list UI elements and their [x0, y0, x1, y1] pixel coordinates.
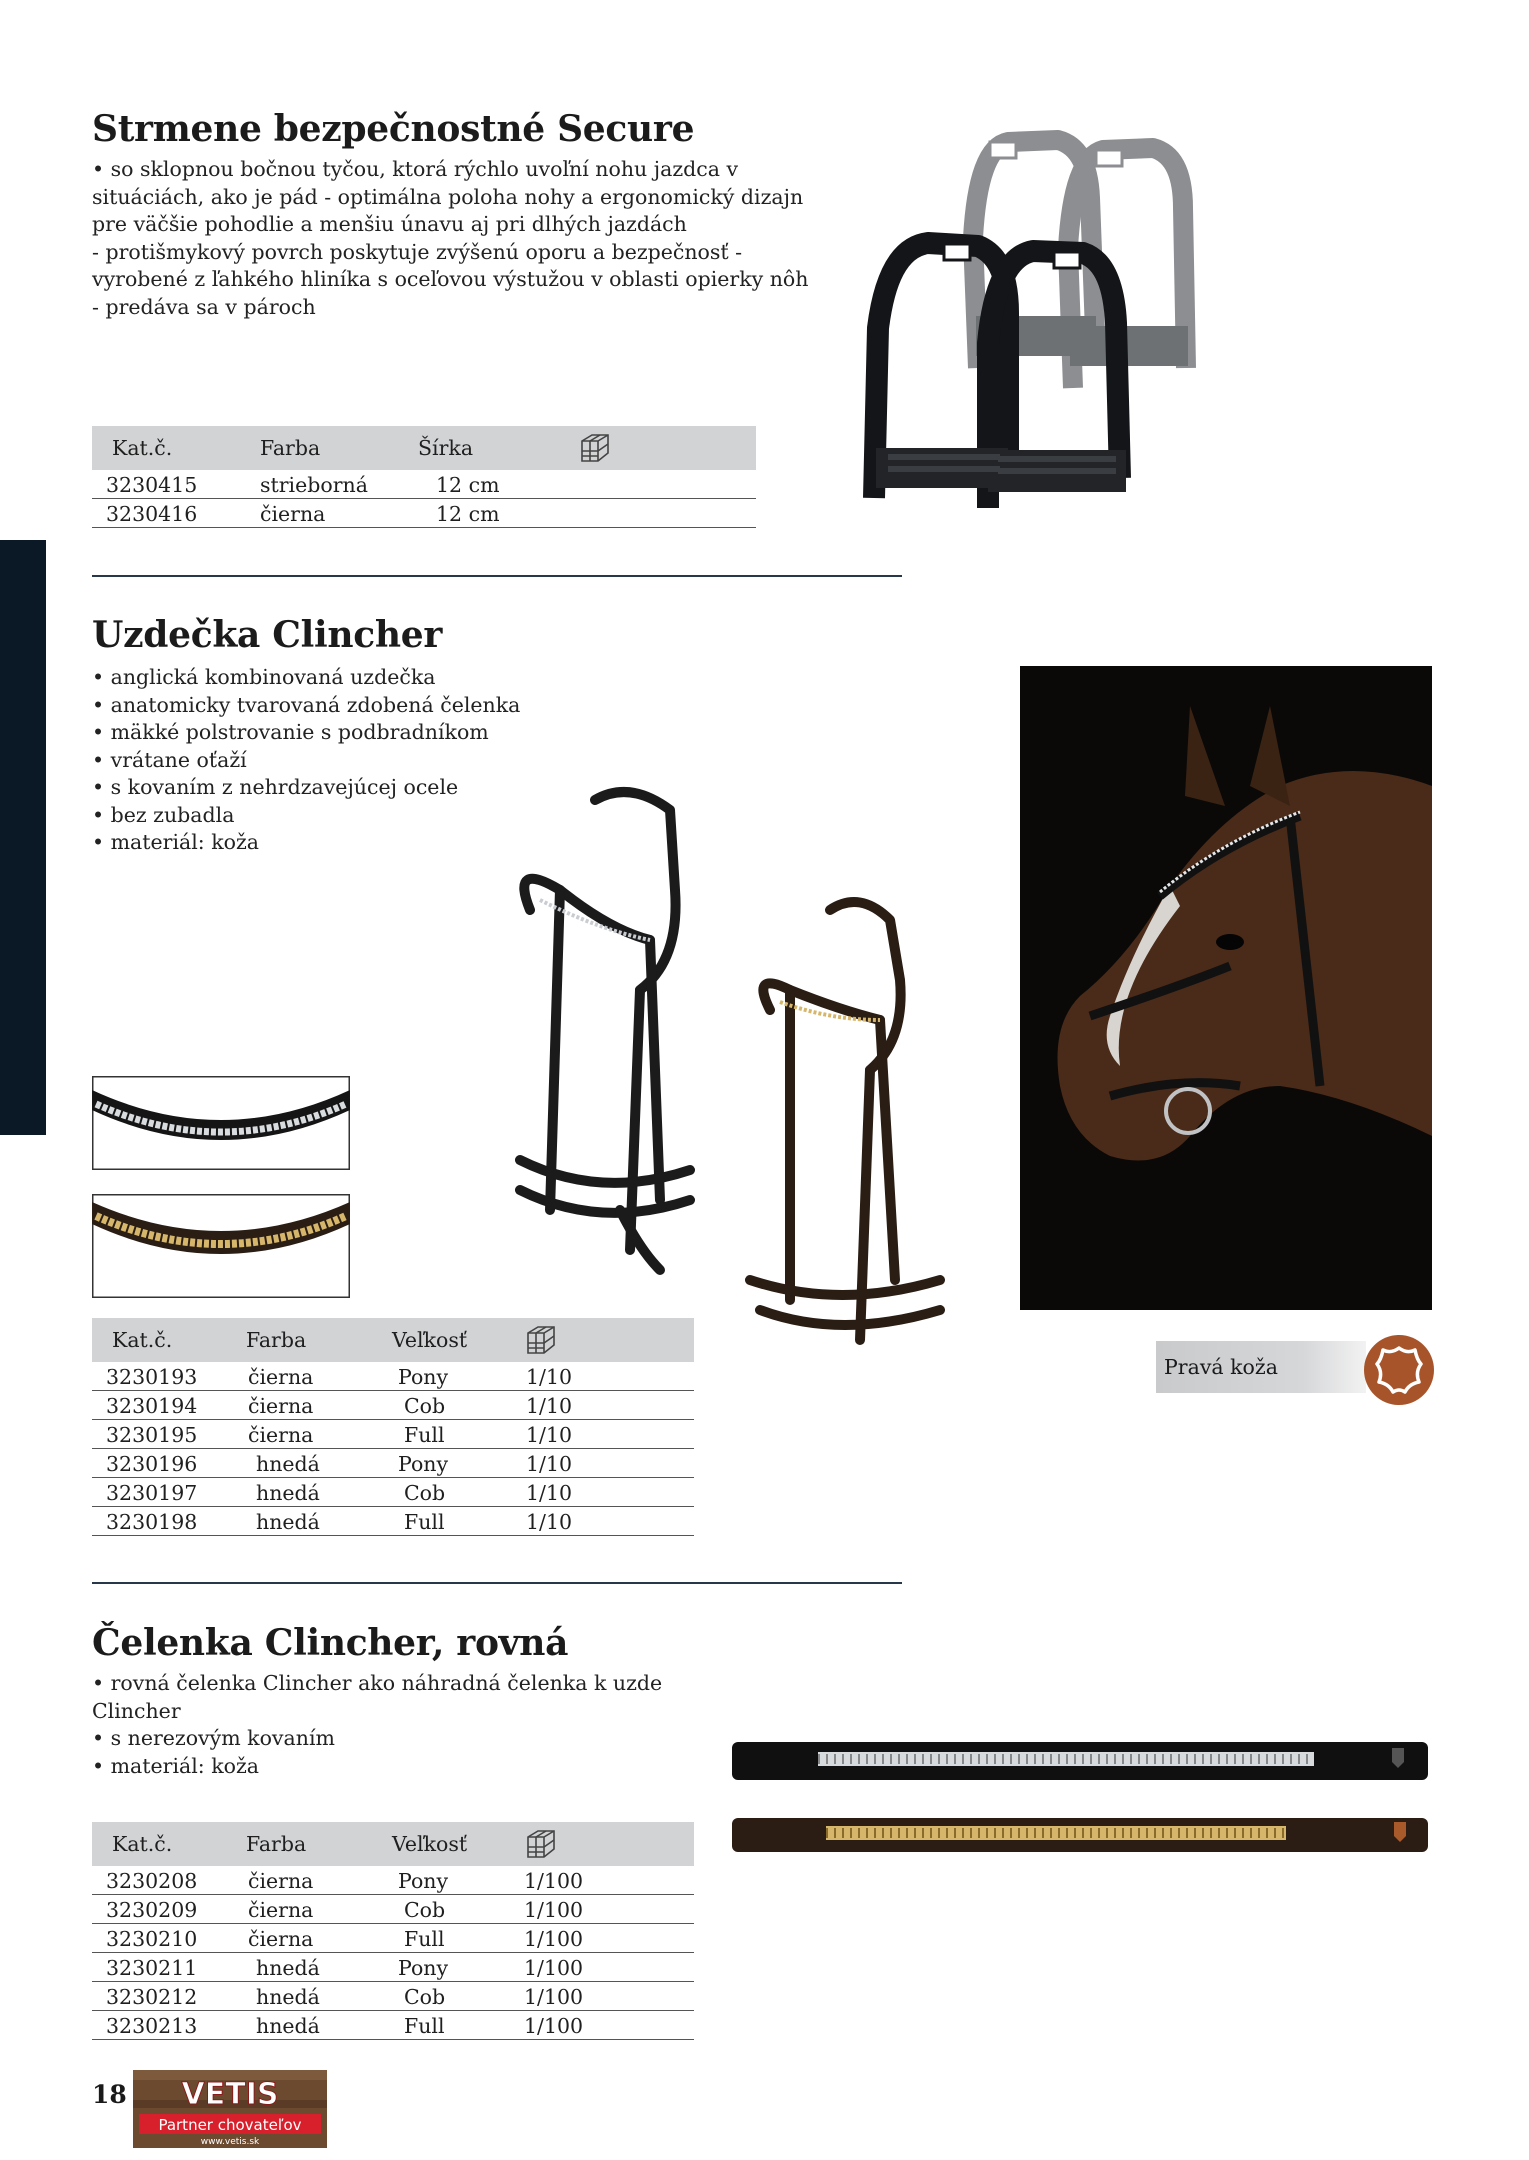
cell-code: 3230195 [92, 1420, 246, 1449]
col-header: Farba [246, 1318, 392, 1362]
package-icon [578, 426, 756, 470]
cell-color: strieborná [260, 470, 418, 499]
description-line: vyrobené z ľahkého hliníka s oceľovou výstužou v oblasti opierky nôh [92, 267, 809, 291]
cell-color: čierna [260, 499, 418, 528]
stirrups-photo [858, 128, 1398, 528]
leather-hide-icon [1363, 1334, 1435, 1406]
cell-color: hnedá [246, 1478, 392, 1507]
description-line: Clincher [92, 1698, 181, 1723]
bridles-photo [500, 780, 1000, 1400]
cell-pack: 1/10 [524, 1362, 694, 1391]
package-icon [524, 1822, 694, 1866]
cell-code: 3230212 [92, 1982, 246, 2011]
cell-color: čierna [246, 1362, 392, 1391]
section-divider [92, 575, 902, 577]
cell-pack: 1/10 [524, 1507, 694, 1536]
section2-description [92, 664, 520, 857]
section2-spec-table [92, 1318, 694, 1536]
table-row [92, 1449, 694, 1478]
cell-code: 3230210 [92, 1924, 246, 1953]
description-line: situáciách, ako je pád - optimálna poloha nohy a ergonomický dizajn [92, 184, 804, 209]
cell-size: Full [392, 1507, 524, 1536]
table-row [92, 1924, 694, 1953]
cell-code: 3230211 [92, 1953, 246, 1982]
cell-color: hnedá [246, 1449, 392, 1478]
cell-pack: 1/100 [524, 1982, 694, 2011]
cell-pack [578, 499, 756, 528]
cell-color: čierna [246, 1866, 392, 1895]
section1-description [92, 156, 808, 321]
cell-size: Full [392, 1420, 524, 1449]
cell-size: Pony [392, 1866, 524, 1895]
cell-size: Full [392, 1924, 524, 1953]
description-line: • bez zubadla [92, 802, 235, 827]
package-icon [524, 1318, 694, 1362]
table-row [92, 1420, 694, 1449]
col-header: Šírka [418, 426, 578, 470]
logo-url: www.vetis.sk [200, 2137, 260, 2147]
cell-code: 3230416 [92, 499, 260, 528]
description-line: • materiál: koža [92, 1753, 259, 1778]
browband-thumb-brown [92, 1194, 350, 1298]
cell-size: Pony [392, 1449, 524, 1478]
side-tab [0, 540, 46, 1135]
section3-title: Čelenka Clincher, rovná [92, 1622, 569, 1664]
horse-photo [1020, 666, 1432, 1310]
cell-pack: 1/100 [524, 1895, 694, 1924]
genuine-leather-label: Pravá koža [1156, 1341, 1366, 1393]
cell-pack: 1/10 [524, 1478, 694, 1507]
table-row [92, 1391, 694, 1420]
description-line: • vrátane oťaží [92, 747, 247, 772]
cell-code: 3230208 [92, 1866, 246, 1895]
cell-size: Pony [392, 1953, 524, 1982]
table-row [92, 1982, 694, 2011]
description-line: • anatomicky tvarovaná zdobená čelenka [92, 692, 521, 717]
col-header: Veľkosť [392, 1318, 524, 1362]
col-header: Kat.č. [92, 426, 260, 470]
vetis-logo [133, 2070, 327, 2148]
cell-pack: 1/10 [524, 1449, 694, 1478]
description-line: • rovná čelenka Clincher ako náhradná čelenka k uzde [92, 1671, 663, 1695]
cell-width: 12 cm [418, 499, 578, 528]
cell-pack [578, 470, 756, 499]
cell-pack: 1/10 [524, 1391, 694, 1420]
cell-color: čierna [246, 1420, 392, 1449]
browband-thumb-black [92, 1076, 350, 1170]
cell-size: Cob [392, 1895, 524, 1924]
cell-pack: 1/100 [524, 1953, 694, 1982]
col-header: Farba [260, 426, 418, 470]
cell-code: 3230194 [92, 1391, 246, 1420]
description-line: • materiál: koža [92, 830, 259, 854]
cell-code: 3230415 [92, 470, 260, 499]
page-number: 18 [92, 2080, 127, 2109]
cell-code: 3230197 [92, 1478, 246, 1507]
table-row [92, 1895, 694, 1924]
cell-size: Pony [392, 1362, 524, 1391]
cell-code: 3230198 [92, 1507, 246, 1536]
logo-name: VETIS [181, 2077, 279, 2112]
cell-color: čierna [246, 1924, 392, 1953]
cell-width: 12 cm [418, 470, 578, 499]
table-row [92, 1507, 694, 1536]
description-line: • anglická kombinovaná uzdečka [92, 665, 436, 689]
section3-spec-table [92, 1822, 694, 2040]
col-header: Kat.č. [92, 1822, 246, 1866]
cell-color: hnedá [246, 2011, 392, 2040]
description-line: • so sklopnou bočnou tyčou, ktorá rýchlo uvoľní nohu jazdca v [92, 157, 739, 181]
cell-color: hnedá [246, 1953, 392, 1982]
cell-code: 3230196 [92, 1449, 246, 1478]
table-row [92, 1362, 694, 1391]
table-header-row [92, 1822, 694, 1866]
description-line: • mäkké polstrovanie s podbradníkom [92, 720, 489, 744]
table-header-row [92, 1318, 694, 1362]
section2-title: Uzdečka Clincher [92, 614, 442, 656]
table-row [92, 470, 756, 499]
table-row [92, 2011, 694, 2040]
cell-size: Cob [392, 1478, 524, 1507]
cell-code: 3230193 [92, 1362, 246, 1391]
description-line: pre väčšie pohodlie a menšiu únavu aj pri dlhých jazdách [92, 212, 687, 236]
cell-color: hnedá [246, 1507, 392, 1536]
cell-code: 3230209 [92, 1895, 246, 1924]
col-header: Kat.č. [92, 1318, 246, 1362]
description-line: - predáva sa v pároch [92, 294, 316, 319]
description-line: • s nerezovým kovaním [92, 1726, 335, 1750]
section1-title: Strmene bezpečnostné Secure [92, 108, 695, 150]
table-row [92, 1866, 694, 1895]
cell-color: hnedá [246, 1982, 392, 2011]
section1-spec-table [92, 426, 756, 528]
cell-pack: 1/100 [524, 1924, 694, 1953]
section-divider [92, 1582, 902, 1584]
logo-tagline: Partner chovateľov [158, 2116, 302, 2134]
col-header: Farba [246, 1822, 392, 1866]
table-row [92, 1478, 694, 1507]
cell-size: Full [392, 2011, 524, 2040]
cell-pack: 1/100 [524, 1866, 694, 1895]
table-header-row [92, 426, 756, 470]
cell-size: Cob [392, 1982, 524, 2011]
cell-color: čierna [246, 1391, 392, 1420]
cell-pack: 1/100 [524, 2011, 694, 2040]
section3-description [92, 1670, 662, 1780]
cell-size: Cob [392, 1391, 524, 1420]
col-header: Veľkosť [392, 1822, 524, 1866]
cell-color: čierna [246, 1895, 392, 1924]
cell-pack: 1/10 [524, 1420, 694, 1449]
description-line: - protišmykový povrch poskytuje zvýšenú oporu a bezpečnosť - [92, 239, 743, 264]
table-row [92, 499, 756, 528]
table-row [92, 1953, 694, 1982]
straight-browbands-photo [730, 1738, 1430, 1858]
description-line: • s kovaním z nehrdzavejúcej ocele [92, 775, 459, 799]
cell-code: 3230213 [92, 2011, 246, 2040]
